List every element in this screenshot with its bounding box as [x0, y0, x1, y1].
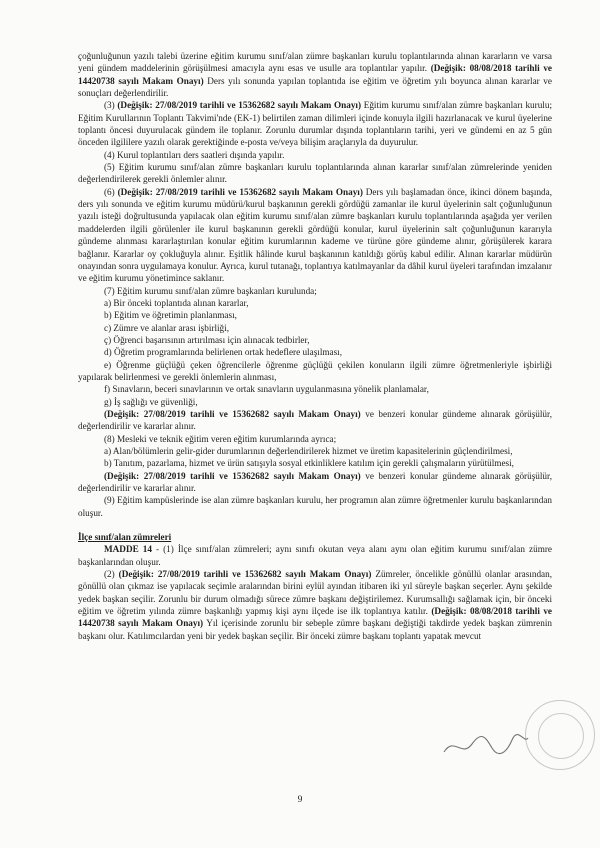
paragraph-text: (8) Mesleki ve teknik eğitim veren eğitim kurumlarında ayrıca;	[104, 433, 337, 444]
paragraph	[78, 433, 552, 445]
official-seal-stamp	[525, 700, 595, 770]
amendment-reference: (Değişik: 27/08/2019 tarihli ve 15362682 sayılı Makam Onayı)	[117, 100, 362, 111]
paragraph-text: ve benzeri konular gündeme alınarak görüşülür, değerlendirilir ve kararlar alınır.	[78, 470, 552, 494]
paragraph	[78, 285, 552, 297]
paragraph-text: g) İş sağlığı ve güvenliği,	[104, 396, 198, 407]
paragraph-text: Ders yılı sonunda yapılan toplantıda ise eğitim ve öğretim yılı boyunca alınan kararlar ve sonuçları değerlendirilir.	[78, 75, 552, 99]
paragraph	[78, 396, 552, 408]
paragraph-text: f) Sınavların, beceri sınavlarının ve ortak sınavların uygulanmasına yönelik planlamalar,	[104, 384, 429, 395]
paragraph	[78, 50, 552, 99]
paragraph-text: (7) Eğitim kurumu sınıf/alan zümre başkanları kurulunda;	[104, 285, 317, 296]
paragraph	[78, 161, 552, 186]
paragraph	[78, 322, 552, 334]
paragraph	[78, 359, 552, 384]
paragraph-text: (6)	[104, 186, 118, 197]
amendment-reference: (Değişik: 08/08/2018 tarihli ve 14420738 sayılı Makam Onayı)	[78, 606, 553, 629]
paragraph	[78, 408, 552, 433]
paragraph	[78, 445, 552, 457]
section-title: İlçe sınıf/alan zümreleri	[78, 532, 172, 543]
paragraph	[78, 186, 552, 285]
paragraph-text: Ders yılı başlamadan önce, ikinci dönem başında, ders yılı sonunda ve eğitim kurumu müdürü/kurul başkanının gerekli gördüğü zamanlar ile kurul üyelerinin salt çoğunluğunun yazılı isteği doğrultusunda yapılacak olan eğitim kurumu sınıf/alan zümre başkanları kurulu toplantılarında aşağıda yer verilen maddelerden ilgili görülenler ile kurul başkanının gerekli gördüğü konular, kurul üyelerinin salt çoğunluğunun kararıyla gündeme alınması kararlaştırılan konular eğitim kurumlarının kademe ve türüne göre gündeme alınır, görüşülerek karara bağlanır. Kararlar oy çokluğuyla alınır. Eşitlik hâlinde kurul başkanının katıldığı görüş kabul edilir. Alınan kararlar müdürün onayından sonra uygulamaya konulur. Ayrıca, kurul tutanağı, toplantıya katılmayanlar da dâhil kurul üyeleri tarafından imzalanır ve eğitim kurumu yönetimince saklanır.	[78, 186, 553, 284]
paragraph-text: Eğitim kurumu sınıf/alan zümre başkanları kurulu; Eğitim Kurullarının Toplantı Takvimi'nde (EK-1) belirtilen zaman dilimleri içinde konuyla ilgili hazırlanacak ve kurul üyelerine toplantı öncesi duyurulacak gündem ile toplanır. Zorunlu durumlar dışında toplantıların tarihi, yeri ve gündemi en az 5 gün önceden ilgililere yazılı olarak gerektiğinde e-posta ve/veya bilişim araçlarıyla da duyurulur.	[78, 100, 553, 148]
paragraph-text: (5) Eğitim kurumu sınıf/alan zümre başkanları kurulu toplantılarında alınan kararlar sınıf/alan zümrelerinde yeniden değerlendirilerek gerekli önlemler alınır.	[78, 162, 552, 185]
amendment-reference: (Değişik: 27/08/2019 tarihli ve 15362682 sayılı Makam Onayı)	[104, 408, 361, 419]
amendment-reference: (Değişik: 27/08/2019 tarihli ve 15362682 sayılı Makam Onayı)	[104, 470, 361, 481]
paragraph-text: (9) Eğitim kampüslerinde ise alan zümre başkanları kurulu, her programın alan zümre öğretmenler kurulu başkanlarından oluşur.	[78, 495, 552, 518]
article-paragraph	[78, 543, 552, 568]
paragraph-text: b) Eğitim ve öğretimin planlanması,	[104, 310, 237, 321]
paragraph-text: d) Öğretim programlarında belirlenen ortak hedeflere ulaşılması,	[104, 347, 343, 358]
paragraph-text: c) Zümre ve alanlar arası işbirliği,	[104, 322, 230, 333]
paragraph	[78, 297, 552, 309]
page-number: 9	[297, 795, 303, 805]
paragraph-text: çoğunluğunun yazılı talebi üzerine eğitim kurumu sınıf/alan zümre başkanları kurulu toplantılarında alınan kararların ve varsa yeni gündem maddelerinin görüşülmesi amacıyla aynı esas ve usulle ara toplantılar yapılır.	[78, 51, 552, 74]
paragraph	[78, 99, 552, 148]
paragraph-text: Zümreler, öncelikle gönüllü olanlar arasından, gönüllü olan çıkmaz ise yapılacak seçimle aralarından birini eylül ayından itibaren iki yıl süreyle başkan seçerler. Aynı şekilde yedek başkan seçilir. Zorunlu bir durum olmadığı sürece zümre başkanı değiştirilemez. Kurumsallığı sağlamak için, bir önceki eğitim ve öğretim yılında zümre başkanlığı yapmış kişi aynı ilçede ise ilk toplantıya katılır.	[78, 569, 553, 617]
paragraph-text: - (1) İlçe sınıf/alan zümreleri; aynı sınıfı okutan veya alanı aynı olan eğitim kurumu sınıf/alan zümre başkanlarından oluşur.	[78, 544, 552, 567]
paragraph	[78, 470, 552, 495]
article-label: MADDE 14	[104, 544, 152, 555]
paragraph	[78, 309, 552, 321]
article-paragraph	[78, 568, 552, 642]
page-content	[78, 50, 552, 642]
section-heading	[78, 531, 552, 543]
paragraph-text: b) Tanıtım, pazarlama, hizmet ve ürün satışıyla sosyal etkinliklere katılım için gerekli çalışmaların yürütülmesi,	[104, 458, 514, 469]
paragraph-text: a) Bir önceki toplantıda alınan kararlar,	[104, 297, 249, 308]
paragraph	[78, 149, 552, 161]
handwritten-signature	[440, 730, 530, 760]
amendment-reference: (Değişik: 08/08/2018 tarihli ve 14420738 sayılı Makam Onayı)	[78, 63, 552, 86]
paragraph-text: (4) Kurul toplantıları ders saatleri dışında yapılır.	[104, 149, 285, 160]
paragraph	[78, 457, 552, 469]
paragraph-text: ve benzeri konular gündeme alınarak görüşülür, değerlendirilir ve kararlar alınır.	[78, 408, 552, 432]
paragraph-text: ç) Öğrenci başarısının artırılması için alınacak tedbirler,	[104, 334, 310, 345]
paragraph-text: a) Alan/bölümlerin gelir-gider durumlarının değerlendirilerek hizmet ve üretim kapasitelerinin güçlendirilmesi,	[104, 446, 513, 456]
paragraph-text: (3)	[104, 100, 118, 111]
paragraph	[78, 383, 552, 395]
paragraph-text: (2)	[104, 569, 119, 580]
amendment-reference: (Değişik: 27/08/2019 tarihli ve 15362682 sayılı Makam Onayı)	[118, 569, 372, 580]
paragraph-text: e) Öğrenme güçlüğü çeken öğrencilerle öğrenme güçlüğü çekilen konuların ilgili zümre öğretmenleriyle işbirliği yapılarak belirlenmesi ve gerekli önlemlerin alınması,	[78, 359, 552, 382]
paragraph	[78, 494, 552, 519]
seal-inner-ring	[538, 713, 584, 759]
paragraph	[78, 334, 552, 346]
paragraph-text: Yıl içerisinde zorunlu bir sebeple zümre başkanı değiştiği takdirde yedek başkan zümrenin başkanı olur. Katılımcılardan yeni bir yedek başkan seçilir. Bir önceki zümre başkanı toplantı yapatak mevcut	[78, 618, 552, 641]
amendment-reference: (Değişik: 27/08/2019 tarihli ve 15362682 sayılı Makam Onayı)	[117, 186, 363, 197]
paragraph	[78, 346, 552, 358]
